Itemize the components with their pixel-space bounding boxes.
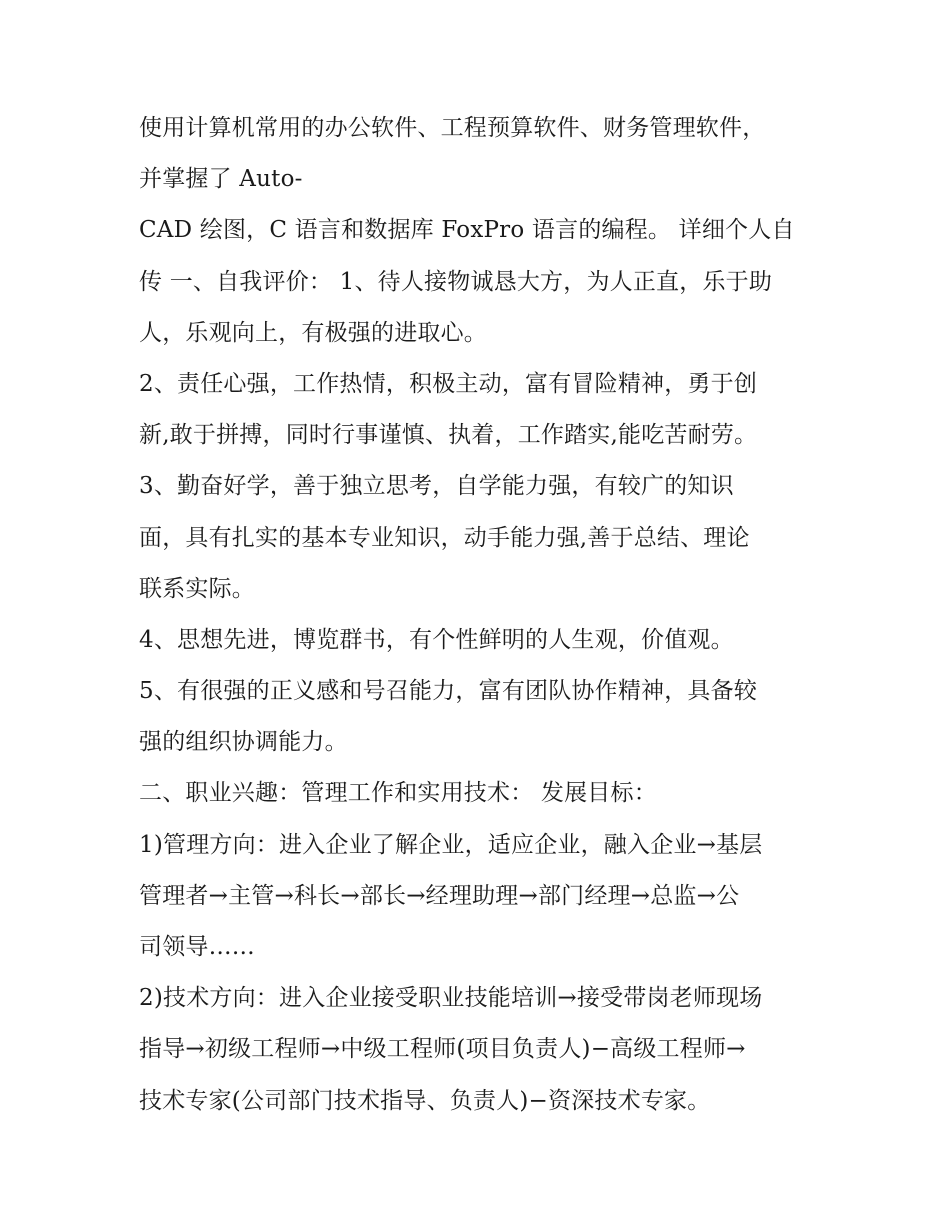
text-line: 4、思想先进，博览群书，有个性鲜明的人生观，价值观。	[139, 626, 734, 653]
text-line: 二、职业兴趣：管理工作和实用技术： 发展目标：	[139, 780, 657, 807]
text-line: 面，具有扎实的基本专业知识，动手能力强,善于总结、理论	[139, 524, 750, 551]
text-line: 传 一、自我评价： 1、待人接物诚恳大方，为人正直，乐于助	[139, 268, 773, 295]
text-line: 人，乐观向上，有极强的进取心。	[139, 319, 487, 346]
text-line: CAD 绘图，C 语言和数据库 FoxPro 语言的编程。 详细个人自	[139, 217, 795, 244]
text-line: 强的组织协调能力。	[139, 729, 348, 756]
text-line: 3、勤奋好学，善于独立思考，自学能力强，有较广的知识	[139, 473, 734, 500]
text-line: 司领导……	[139, 934, 255, 960]
text-line: 2、责任心强，工作热情，积极主动，富有冒险精神，勇于创	[139, 370, 758, 397]
text-line: 管理者→主管→科长→部长→经理助理→部门经理→总监→公	[139, 882, 740, 909]
text-line: 指导→初级工程师→中级工程师(项目负责人)−高级工程师→	[139, 1036, 746, 1063]
text-line: 并掌握了 Auto-	[139, 166, 303, 193]
document-body	[139, 103, 829, 1127]
text-line: 1)管理方向：进入企业了解企业，适应企业，融入企业→基层	[139, 831, 763, 858]
text-line: 技术专家(公司部门技术指导、负责人)−资深技术专家。	[139, 1087, 711, 1114]
text-line: 5、有很强的正义感和号召能力，富有团队协作精神，具备较	[139, 678, 758, 705]
text-line: 联系实际。	[139, 575, 255, 602]
text-line: 新,敢于拼搏，同时行事谨慎、执着，工作踏实,能吃苦耐劳。	[139, 422, 758, 449]
text-line: 使用计算机常用的办公软件、工程预算软件、财务管理软件，	[139, 115, 766, 141]
text-line: 2)技术方向：进入企业接受职业技能培训→接受带岗老师现场	[139, 985, 763, 1012]
